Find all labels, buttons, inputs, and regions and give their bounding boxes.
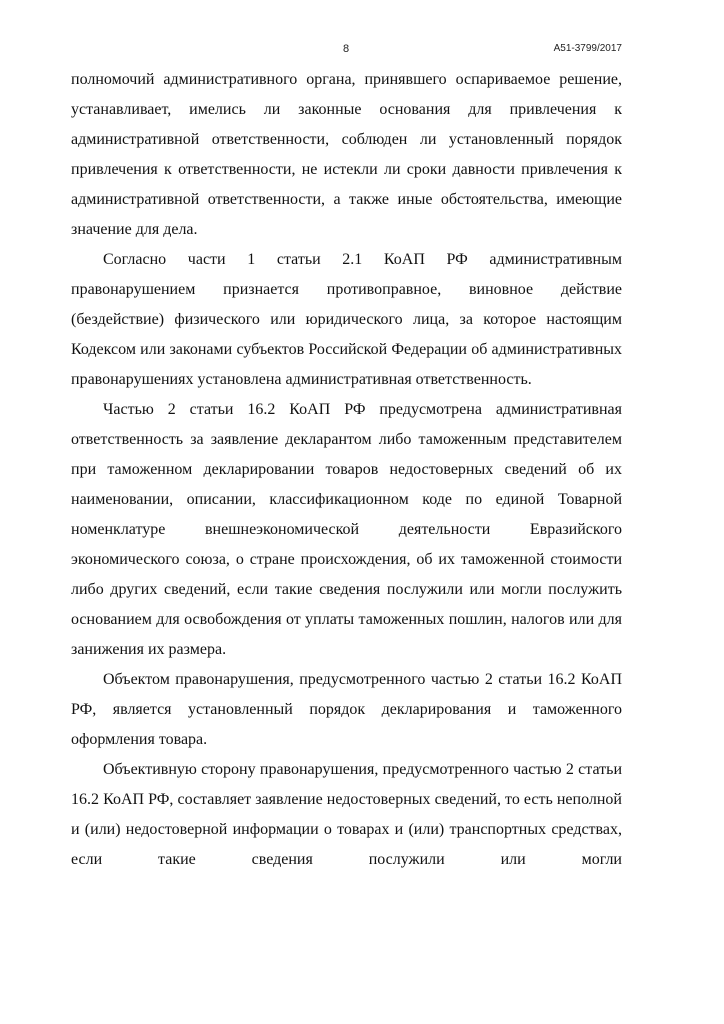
- page-number: 8: [342, 43, 350, 55]
- case-number: А51-3799/2017: [553, 43, 622, 54]
- paragraph-offense-objective-side: Объективную сторону правонарушения, предусмотренного частью 2 статьи 16.2 КоАП РФ, составляет заявление недостоверных сведений, то есть неполной и (или) недостоверной информации о товарах и (или) транспортных средствах, если такие сведения послужили или могли: [71, 761, 622, 868]
- paragraph-offense-object: Объектом правонарушения, предусмотренного частью 2 статьи 16.2 КоАП РФ, является установленный порядок декларирования и таможенного оформления товара.: [71, 671, 622, 748]
- document-body: [71, 65, 622, 875]
- paragraph-article-16-2-liability: Частью 2 статьи 16.2 КоАП РФ предусмотрена административная ответственность за заявление декларантом либо таможенным представителем при таможенном декларировании товаров недостоверных сведений об их наименовании, описании, классификационном коде по единой Товарной номенклатуре внешнеэкономической деятельности Евразийского экономического союза, о стране происхождения, об их таможенной стоимости либо других сведений, если такие сведения послужили или могли послужить основанием для освобождения от уплаты таможенных пошлин, налогов или для занижения их размера.: [71, 401, 622, 658]
- paragraph-article-2-1: Согласно части 1 статьи 2.1 КоАП РФ административным правонарушением признается противоправное, виновное действие (бездействие) физического или юридического лица, за которое настоящим Кодексом или законами субъектов Российской Федерации об административных правонарушениях установлена административная ответственность.: [71, 251, 622, 388]
- paragraph-authority-review: полномочий административного органа, принявшего оспариваемое решение, устанавливает, имелись ли законные основания для привлечения к административной ответственности, соблюден ли установленный порядок привлечения к ответственности, не истекли ли сроки давности привлечения к административной ответственности, а также иные обстоятельства, имеющие значение для дела.: [71, 71, 622, 238]
